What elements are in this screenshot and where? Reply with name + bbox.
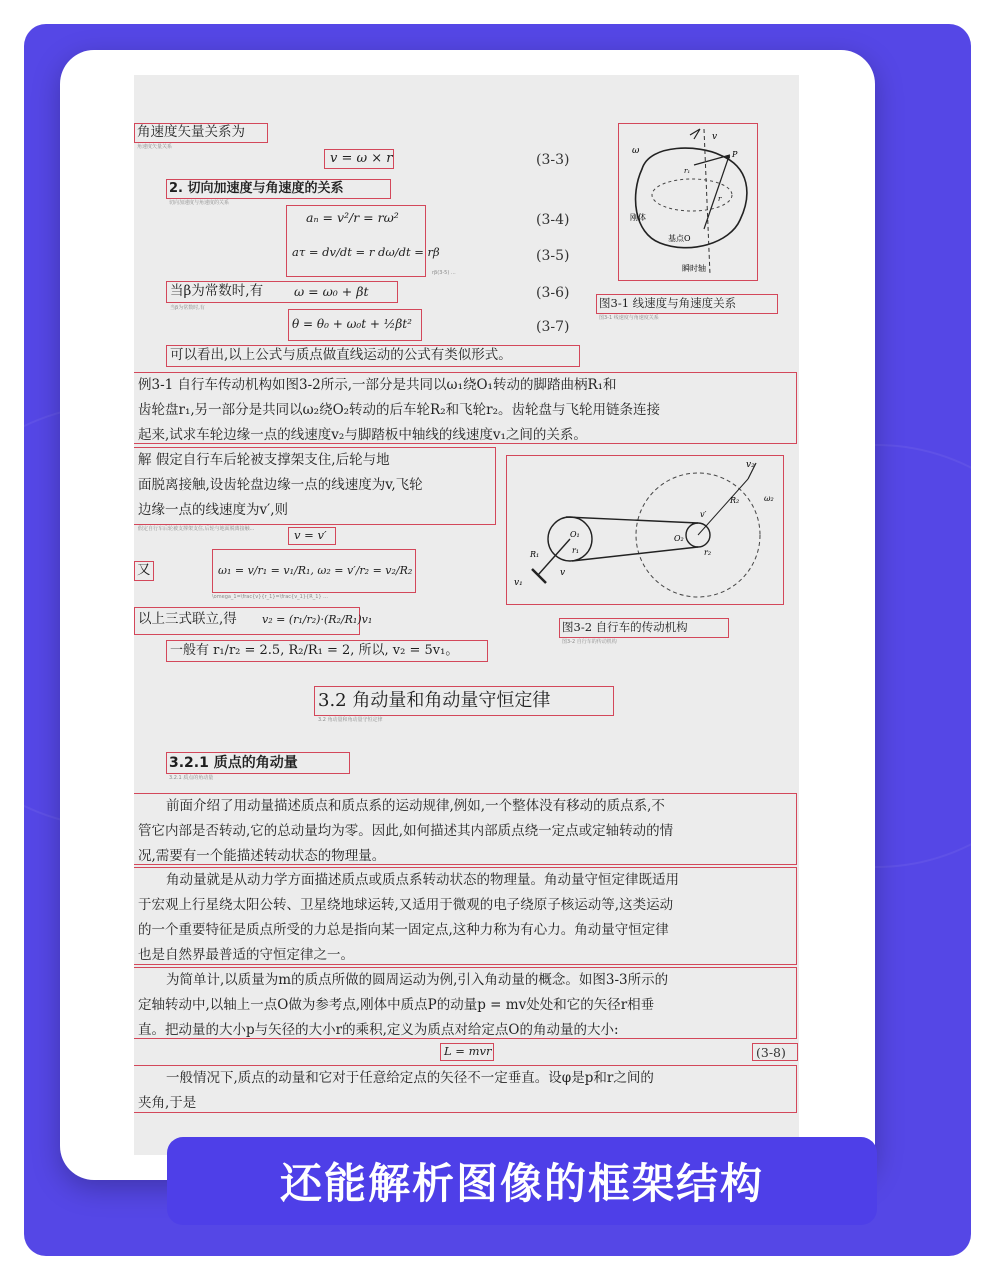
svg-text:v₁: v₁ — [514, 578, 523, 588]
equation-3-3: v = ω × r — [330, 151, 393, 166]
equation-omegas: ω₁ = v/r₁ = v₁/R₁, ω₂ = v′/r₂ = v₂/R₂ — [218, 564, 413, 577]
svg-text:R₁: R₁ — [530, 550, 540, 559]
chain-top — [566, 517, 698, 523]
paragraph-line: 为简单计,以质量为m的质点所做的圆周运动为例,引入角动量的概念。如图3-3所示的 — [166, 972, 669, 988]
caption-text: 还能解析图像的框架结构 — [279, 1159, 764, 1208]
example-3-1 — [138, 373, 794, 448]
equation-number: (3-4) — [536, 212, 570, 228]
crank-R1 — [538, 539, 570, 575]
rigid-body-outline — [636, 148, 747, 248]
box-annotation: \omega_1=\frac{v}{r_1}=\frac{v_1}{R_1} ... — [212, 594, 328, 600]
solution-line: 面脱离接触,设齿轮盘边缘一点的线速度为v,飞轮 — [138, 477, 423, 493]
svg-text:r: r — [718, 195, 722, 203]
svg-text:基点O: 基点O — [668, 234, 691, 243]
box-annotation: 切向加速度与角速度的关系 — [169, 200, 230, 206]
position-vector — [694, 155, 730, 165]
radius-R2 — [698, 479, 748, 535]
caption-banner — [167, 1137, 877, 1225]
beta-const-label: 当β为常数时,有 — [170, 283, 264, 299]
paragraph-line: 管它内部是否转动,它的总动量均为零。因此,如何描述其内部质点绕一定点或定轴转动的情 — [138, 823, 674, 839]
figure-3-1 — [620, 125, 756, 279]
svg-text:O₂: O₂ — [674, 534, 684, 543]
equation-3-6: ω = ω₀ + βt — [294, 284, 369, 299]
equation-number: (3-8) — [756, 1045, 786, 1060]
subsection-title: 3.2.1 质点的角动量 — [169, 755, 298, 771]
box-annotation: 3.2.1 质点的角动量 — [169, 775, 214, 781]
svg-text:r₁: r₁ — [572, 546, 580, 555]
paragraph-line: 直。把动量的大小p与矢径的大小r的乘积,定义为质点对给定点O的角动量的大小: — [138, 1022, 619, 1038]
svg-text:ω₂: ω₂ — [764, 494, 774, 503]
equation-3-5: aτ = dv/dt = r dω/dt = rβ — [292, 245, 440, 259]
also-label: 又 — [137, 562, 151, 578]
paragraph-3 — [138, 968, 794, 1043]
chain-bottom — [572, 547, 698, 561]
figure-3-2 — [508, 457, 782, 603]
pedal — [532, 569, 546, 583]
equation-v2: v₂ = (r₁/r₂)·(R₂/R₁)v₁ — [262, 613, 373, 626]
figure-3-2-caption: 图3-2 自行车的传动机构 — [562, 620, 688, 634]
paragraph-1 — [138, 794, 794, 869]
svg-text:v₂: v₂ — [746, 460, 755, 470]
equation-3-7: θ = θ₀ + ω₀t + ½βt² — [292, 317, 412, 331]
equation-number: (3-7) — [536, 319, 570, 335]
box-annotation: 角速度矢量关系 — [137, 144, 173, 150]
paragraph-line: 一般情况下,质点的动量和它对于任意给定点的矢径不一定垂直。设φ是p和r之间的 — [166, 1070, 654, 1086]
svg-text:r₁: r₁ — [684, 167, 691, 175]
chapter-title: 3.2 角动量和角动量守恒定律 — [318, 690, 551, 711]
solution-line: 边缘一点的线速度为v′,则 — [138, 502, 288, 518]
document-page[interactable] — [134, 75, 799, 1155]
svg-text:ω: ω — [632, 146, 640, 156]
tablet-device — [60, 50, 875, 1180]
paragraph-line: 也是自然界最普适的守恒定律之一。 — [138, 947, 354, 963]
point-p — [726, 155, 730, 159]
equation-number: (3-3) — [536, 152, 570, 168]
paragraph-2 — [138, 868, 794, 968]
section-2-title: 2. 切向加速度与角速度的关系 — [169, 181, 344, 196]
example-line: 起来,试求车轮边缘一点的线速度v₂与脚踏板中轴线的线速度v₁之间的关系。 — [138, 427, 587, 443]
paragraph-line: 角动量就是从动力学方面描述质点或质点系转动状态的物理量。角动量守恒定律既适用 — [166, 872, 679, 888]
box-annotation: 当β为常数时,有 — [170, 305, 205, 311]
paragraph-line: 前面介绍了用动量描述质点和质点系的运动规律,例如,一个整体没有移动的质点系,不 — [166, 798, 665, 814]
figure-3-1-caption: 图3-1 线速度与角速度关系 — [599, 296, 737, 310]
equation-v-equal: v = v′ — [294, 528, 327, 542]
omega-arrow — [690, 129, 700, 139]
equation-number: (3-5) — [536, 248, 570, 264]
svg-text:v′: v′ — [700, 510, 707, 519]
svg-text:v: v — [560, 568, 566, 578]
svg-text:瞬时轴: 瞬时轴 — [682, 264, 706, 273]
paragraph-line: 夹角,于是 — [138, 1095, 197, 1111]
svg-text:R₂: R₂ — [730, 496, 740, 505]
box-annotation: 3.2 角动量和角动量守恒定律 — [318, 717, 383, 723]
paragraph-line: 的一个重要特征是质点所受的力总是指向某一固定点,这种力称为有心力。角动量守恒定律 — [138, 922, 669, 938]
svg-text:O₁: O₁ — [570, 530, 580, 539]
equation-3-8: L = mvr — [444, 1044, 492, 1058]
equation-number: (3-6) — [536, 285, 570, 301]
example-line: 齿轮盘r₁,另一部分是共同以ω₂绕O₂转动的后车轮R₂和飞轮r₂。齿轮盘与飞轮用链条连接 — [138, 402, 660, 418]
combine-label: 以上三式联立,得 — [138, 611, 237, 627]
paragraph-line: 于宏观上行星绕太阳公转、卫星绕地球运转,又适用于微观的电子绕原子核运动等,这类运动 — [138, 897, 674, 913]
box-annotation: rβ(3-5) ... — [432, 270, 456, 276]
solution-line: 解 假定自行车后轮被支撑架支住,后轮与地 — [138, 452, 390, 468]
svg-text:P: P — [732, 150, 738, 159]
example-line: 例3-1 自行车传动机构如图3-2所示,一部分是共同以ω₁绕O₁转动的脚踏曲柄R₁和 — [138, 377, 617, 393]
svg-text:r₂: r₂ — [704, 548, 712, 557]
paragraph-4 — [138, 1066, 794, 1116]
equation-3-4: aₙ = v²/r = rω² — [306, 210, 399, 225]
box-annotation: 图3-1 线速度与角速度关系 — [599, 315, 659, 321]
angular-relation-label: 角速度矢量关系为 — [137, 124, 245, 140]
general-note: 一般有 r₁/r₂ = 2.5, R₂/R₁ = 2, 所以, v₂ = 5v₁。 — [170, 643, 459, 658]
paragraph-line: 定轴转动中,以轴上一点O做为参考点,刚体中质点P的动量p = mv处处和它的矢径r相垂 — [138, 997, 655, 1013]
solution-text — [138, 448, 492, 523]
box-annotation: 假定自行车后轮被支撑架支住,后轮与地面脱离接触... — [138, 526, 255, 532]
box-annotation: 图3-2 自行车的传动机构 — [562, 639, 617, 645]
paragraph-line: 况,需要有一个能描述转动状态的物理量。 — [138, 848, 386, 864]
similar-note: 可以看出,以上公式与质点做直线运动的公式有类似形式。 — [170, 347, 512, 363]
svg-text:v: v — [712, 132, 718, 142]
radius-vector — [704, 159, 728, 229]
svg-text:刚体: 刚体 — [630, 213, 646, 222]
